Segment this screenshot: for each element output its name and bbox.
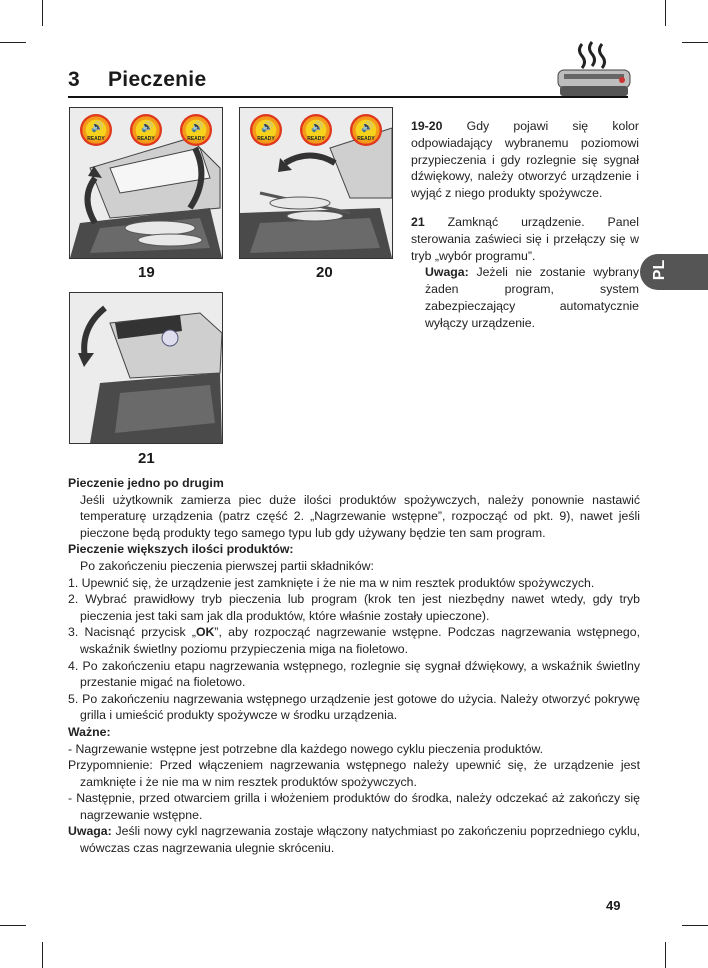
ready-badge: 🔊 READY bbox=[130, 114, 162, 146]
step-19-20 bbox=[411, 118, 639, 202]
step-text: Zamknąć urządzenie. Panel sterowania zaświeci się i przełączy się w tryb „wybór programu”. bbox=[411, 214, 639, 263]
figure-20 bbox=[239, 107, 393, 259]
step-text: Gdy pojawi się kolor odpowiadający wybranemu poziomowi przypieczenia i gdy rozlegnie się sygnał dźwiękowy, należy otworzyć urządzenie i wyjąć z niego produkty spożywcze. bbox=[411, 119, 639, 201]
note-text: Jeśli nowy cykl nagrzewania zostaje włączony natychmiast po zakończeniu poprzedniego cyklu, wówczas czas nagrzewania ulegnie skróceniu. bbox=[80, 824, 640, 856]
figure-19 bbox=[69, 107, 223, 259]
crop-mark bbox=[0, 925, 26, 926]
page-number: 49 bbox=[606, 898, 621, 913]
figure-label: 21 bbox=[138, 450, 155, 467]
ready-badge: 🔊 READY bbox=[250, 114, 282, 146]
crop-mark bbox=[0, 42, 26, 43]
body-text bbox=[68, 475, 640, 857]
step-note bbox=[411, 264, 639, 331]
ready-badge: 🔊 READY bbox=[180, 114, 212, 146]
heading-large-quantities: Pieczenie większych ilości produktów: bbox=[68, 542, 294, 557]
list-item: 5. Po zakończeniu nagrzewania wstępnego urządzenie jest gotowe do użycia. Należy otworzyć pokrywę grilla i umieścić produkty spożywcze w środku urządzenia. bbox=[68, 691, 640, 723]
figure-21-illustration bbox=[70, 293, 222, 443]
speaker-icon: 🔊 bbox=[141, 122, 154, 133]
list-item: - Następnie, przed otwarciem grilla i włożeniem produktów do środka, należy odczekać aż zakończy się nagrzewanie wstępne. bbox=[68, 791, 640, 822]
title-rule bbox=[68, 96, 628, 98]
figure-label: 19 bbox=[138, 264, 155, 281]
heading-important: Ważne: bbox=[68, 724, 111, 739]
reminder: Przypomnienie: Przed włączeniem nagrzewania wstępnego należy upewnić się, że urządzenie jest zamknięte i że nie ma w nim resztek produktów spożywczych. bbox=[68, 758, 640, 789]
ok-label: OK bbox=[195, 625, 215, 640]
speaker-icon: 🔊 bbox=[261, 122, 274, 133]
language-tab-label: PL bbox=[651, 259, 669, 281]
crop-mark bbox=[682, 42, 708, 43]
speaker-icon: 🔊 bbox=[191, 122, 204, 133]
crop-mark bbox=[682, 925, 708, 926]
section-number: 3 bbox=[68, 68, 80, 91]
figure-21 bbox=[69, 292, 223, 444]
list-item: 3. Nacisnąć przycisk „OK”, aby rozpocząć nagrzewanie wstępne. Podczas nagrzewania wstępnego, wskaźnik świetlny poziomu przypieczenia miga na fioletowo. bbox=[68, 625, 640, 656]
language-tab bbox=[640, 254, 708, 290]
list-item: 4. Po zakończeniu etapu nagrzewania wstępnego, rozlegnie się sygnał dźwiękowy, a wskaźnik świetlny przestanie migać na fioletowo. bbox=[68, 658, 640, 690]
speaker-icon: 🔊 bbox=[91, 122, 104, 133]
step-number: 21 bbox=[411, 214, 425, 229]
list-item: 1. Upewnić się, że urządzenie jest zamknięte i że nie ma w nim resztek produktów spożywczych. bbox=[68, 575, 595, 590]
heading-sequential-baking: Pieczenie jedno po drugim bbox=[68, 476, 224, 490]
section-title bbox=[68, 68, 206, 92]
speaker-icon: 🔊 bbox=[311, 122, 324, 133]
speaker-icon: 🔊 bbox=[361, 122, 374, 133]
note-label: Uwaga: bbox=[425, 265, 469, 280]
ready-badge: 🔊 READY bbox=[300, 114, 332, 146]
crop-mark bbox=[665, 0, 666, 26]
crop-mark bbox=[665, 942, 666, 968]
ready-badge: 🔊 READY bbox=[80, 114, 112, 146]
paragraph: Po zakończeniu pieczenia pierwszej partii składników: bbox=[80, 558, 374, 573]
note-text: Jeżeli nie zostanie wybrany żaden program, system zabezpieczający automatycznie wyłączy urządzenie. bbox=[425, 265, 639, 330]
note bbox=[68, 823, 640, 856]
figure-label: 20 bbox=[316, 264, 333, 281]
step-21 bbox=[411, 214, 639, 332]
section-title-text: Pieczenie bbox=[108, 68, 207, 91]
crop-mark bbox=[42, 0, 43, 26]
paragraph: Jeśli użytkownik zamierza piec duże ilości produktów spożywczych, należy ponownie nastawić temperaturę urządzenia (patrz część 2. „Nagrzewanie wstępne”, rozpocząć od pkt. 9), nawet jeśli pieczone będą produkty tego samego typu lub gdy używany będzie ten sam program. bbox=[80, 492, 640, 540]
instruction-steps bbox=[411, 118, 639, 342]
list-item: - Nagrzewanie wstępne jest potrzebne dla każdego nowego cyklu pieczenia produktów. bbox=[68, 741, 544, 756]
ready-badge: 🔊 READY bbox=[350, 114, 382, 146]
note-label: Uwaga: bbox=[68, 824, 112, 839]
grill-icon bbox=[552, 40, 636, 100]
list-item: 2. Wybrać prawidłowy tryb pieczenia lub program (krok ten jest niezbędny nawet wtedy, gdy tryb pieczenia jest taki sam jak dla produktów, które właśnie zostały upieczone). bbox=[68, 592, 640, 623]
crop-mark bbox=[42, 942, 43, 968]
step-number: 19-20 bbox=[411, 119, 443, 133]
